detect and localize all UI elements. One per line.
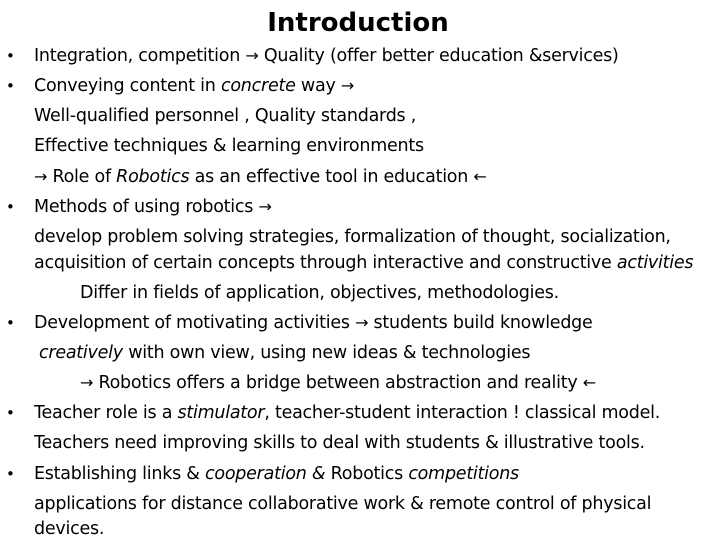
bullet-marker: • (6, 404, 15, 422)
bullet-6-line-3: devices. (34, 519, 105, 539)
text-segment: as an effective tool in education (189, 167, 474, 187)
text-segment: Teacher role is a (34, 403, 178, 423)
text-segment: Robotics offers a bridge between abstraction and reality (93, 373, 583, 393)
text-segment: , teacher-student interaction ! classical model. (264, 403, 661, 423)
text-segment: Role of (47, 167, 117, 187)
emphasis-text: Robotics (116, 167, 190, 187)
emphasis-text: cooperation & (205, 464, 326, 484)
emphasis-text: stimulator (177, 403, 265, 423)
bullet-3-line-2: develop problem solving strategies, formalization of thought, socialization, (34, 227, 671, 247)
text-segment: acquisition of certain concepts through interactive and constructive (34, 253, 617, 273)
bullet-4-line-3 (80, 372, 596, 394)
slide-title: Introduction (267, 8, 449, 38)
emphasis-text: activities (616, 253, 694, 273)
bullet-1-line-1 (34, 45, 619, 67)
bullet-5-line-1 (34, 402, 660, 424)
text-segment: students build knowledge (368, 313, 593, 333)
bullet-6-line-2: applications for distance collaborative work & remote control of physical (34, 494, 652, 514)
bullet-3-line-4: Differ in fields of application, objectives, methodologies. (80, 283, 559, 303)
text-segment: Quality (offer better education &services) (258, 46, 619, 66)
bullet-2-line-4 (34, 166, 487, 188)
text-segment: Conveying content in (34, 76, 221, 96)
bullet-4-line-1 (34, 312, 593, 334)
text-segment: with own view, using new ideas & technologies (122, 343, 531, 363)
text-segment: Methods of using robotics (34, 197, 259, 217)
emphasis-text: concrete (220, 76, 296, 96)
bullet-3-line-3 (34, 252, 693, 274)
arrow-right-icon: → (245, 46, 259, 65)
bullet-2-line-2: Well-qualified personnel , Quality standards , (34, 106, 417, 126)
emphasis-text: competitions (408, 464, 519, 484)
text-segment: Robotics (325, 464, 409, 484)
bullet-marker: • (6, 47, 15, 65)
text-segment: Establishing links & (34, 464, 206, 484)
arrow-right-icon: → (258, 197, 272, 216)
arrow-right-icon: → (80, 373, 94, 392)
arrow-left-icon: ← (582, 373, 596, 392)
arrow-right-icon: → (355, 313, 369, 332)
bullet-4-line-2 (39, 342, 530, 364)
bullet-marker: • (6, 314, 15, 332)
arrow-left-icon: ← (473, 167, 487, 186)
bullet-marker: • (6, 465, 15, 483)
bullet-6-line-1 (34, 463, 519, 485)
bullet-2-line-1 (34, 75, 354, 97)
arrow-right-icon: → (34, 167, 48, 186)
text-segment: way (295, 76, 341, 96)
bullet-5-line-2: Teachers need improving skills to deal with students & illustrative tools. (34, 433, 645, 453)
bullet-marker: • (6, 198, 15, 216)
text-segment: Integration, competition (34, 46, 246, 66)
bullet-marker: • (6, 77, 15, 95)
bullet-3-line-1 (34, 196, 272, 218)
text-segment: Development of motivating activities (34, 313, 356, 333)
arrow-right-icon: → (340, 76, 355, 95)
emphasis-text: creatively (39, 343, 123, 363)
bullet-2-line-3: Effective techniques & learning environments (34, 136, 424, 156)
